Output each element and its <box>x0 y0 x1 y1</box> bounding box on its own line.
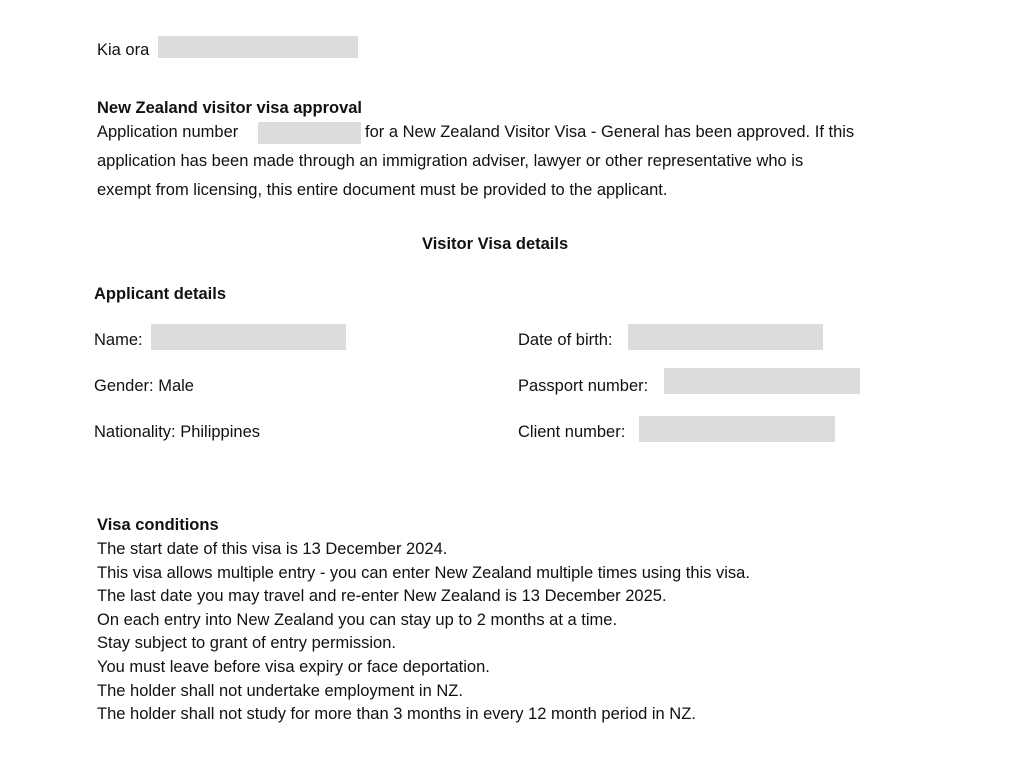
paragraph-line-3: exempt from licensing, this entire document must be provided to the applicant. <box>97 181 668 199</box>
visa-details-title: Visitor Visa details <box>422 235 569 253</box>
paragraph-prefix: Application number <box>97 123 239 141</box>
passport-number-label: Passport number: <box>518 377 649 395</box>
paragraph-line-1: for a New Zealand Visitor Visa - General has been approved. If this <box>365 123 855 141</box>
redacted-name <box>151 324 346 350</box>
visa-conditions-list <box>97 538 750 727</box>
date-of-birth-label: Date of birth: <box>518 331 613 349</box>
condition-item: Stay subject to grant of entry permission. <box>97 634 396 653</box>
greeting: Kia ora <box>97 41 150 59</box>
condition-item: The start date of this visa is 13 December 2024. <box>97 540 448 558</box>
redacted-recipient-name <box>158 36 358 58</box>
condition-item: On each entry into New Zealand you can stay up to 2 months at a time. <box>97 610 618 629</box>
client-number-label: Client number: <box>518 423 626 441</box>
gender-field: Gender: Male <box>94 377 194 395</box>
condition-item: The holder shall not undertake employment in NZ. <box>97 681 463 700</box>
nationality-field: Nationality: Philippines <box>94 423 261 441</box>
approval-title: New Zealand visitor visa approval <box>97 99 363 117</box>
condition-item: This visa allows multiple entry - you can enter New Zealand multiple times using this visa. <box>97 563 750 582</box>
applicant-details-title: Applicant details <box>94 285 227 303</box>
redacted-date-of-birth <box>628 324 823 350</box>
condition-item: The last date you may travel and re-enter New Zealand is 13 December 2025. <box>97 587 667 606</box>
paragraph-line-2: application has been made through an immigration adviser, lawyer or other representative who is <box>97 152 804 170</box>
redacted-application-number <box>258 122 361 144</box>
condition-item: You must leave before visa expiry or face deportation. <box>97 657 490 676</box>
condition-item: The holder shall not study for more than 3 months in every 12 month period in NZ. <box>97 705 696 724</box>
redacted-client-number <box>639 416 835 442</box>
visa-conditions-title: Visa conditions <box>97 516 219 534</box>
redacted-passport-number <box>664 368 860 394</box>
name-label: Name: <box>94 331 143 349</box>
